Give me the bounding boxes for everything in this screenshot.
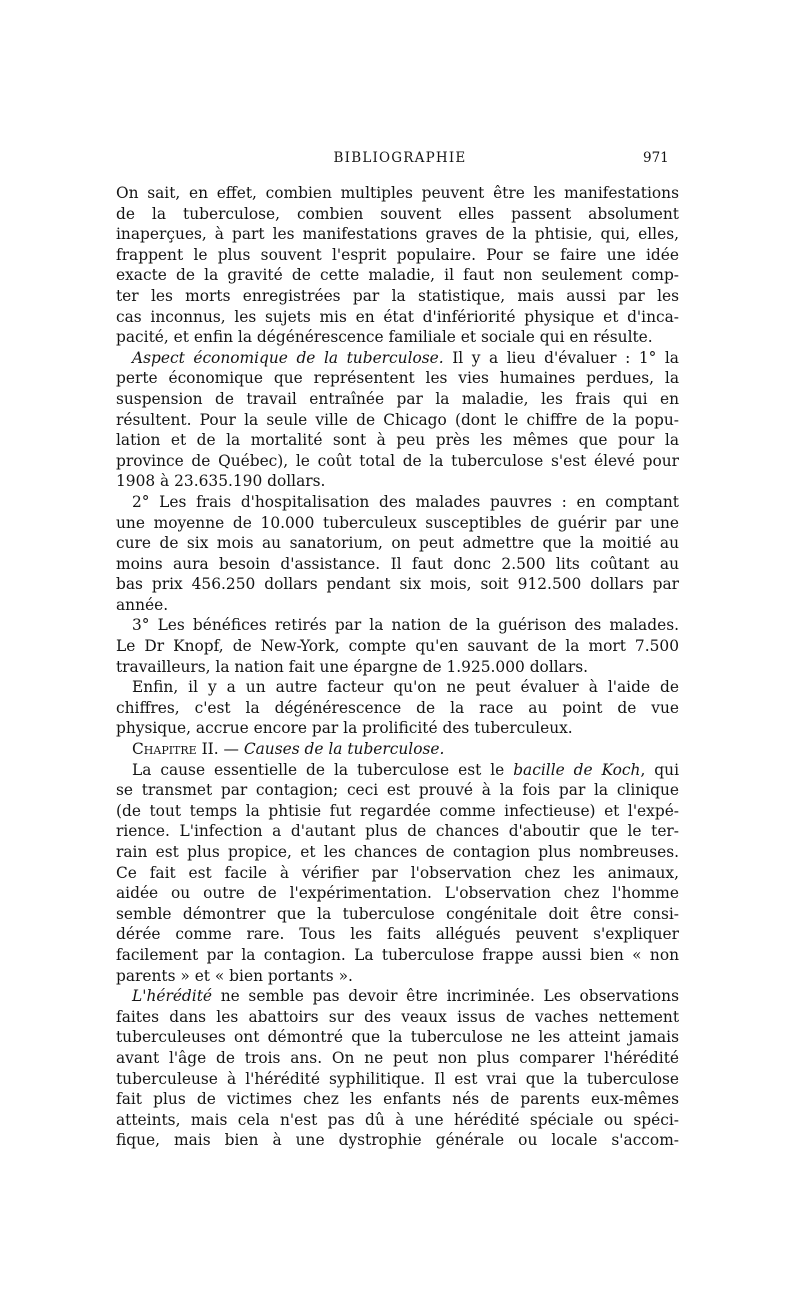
text-line — [116, 595, 679, 616]
text-line — [116, 533, 679, 554]
text-line — [116, 307, 679, 328]
text-line — [116, 245, 679, 266]
text-line — [116, 718, 679, 739]
text-line — [116, 760, 679, 781]
text-run: Le Dr Knopf, de New-York, compte qu'en sauvant de la mort 7.500 — [116, 637, 679, 656]
text-line — [116, 1069, 679, 1090]
text-line — [116, 554, 679, 575]
text-line — [116, 513, 679, 534]
text-run: Chapitre II. — [132, 740, 219, 759]
text-run: rain est plus propice, et les chances de contagion plus nombreuses. — [116, 843, 679, 861]
body-text — [116, 183, 679, 1151]
text-run: physique, accrue encore par la prolificité des tuberculeux. — [116, 719, 573, 738]
text-line — [116, 863, 679, 884]
text-line — [116, 780, 679, 801]
text-run: cas inconnus, les sujets mis en état d'infériorité physique et d'inca- — [116, 307, 679, 326]
text-run: fique, mais bien à une dystrophie générale ou locale s'accom- — [116, 1131, 679, 1150]
text-line — [116, 945, 679, 966]
text-run: inaperçues, à part les manifestations graves de la phtisie, qui, elles, — [116, 225, 679, 244]
text-run: L'hérédité — [132, 987, 213, 1006]
text-run: pacité, et enfin la dégénérescence familiale et sociale qui en résulte. — [116, 328, 653, 347]
text-run: aidée ou outre de l'expérimentation. L'observation chez l'homme — [116, 884, 679, 903]
text-line — [116, 924, 679, 945]
text-run: parents » et « bien portants ». — [116, 966, 353, 985]
text-line — [116, 801, 679, 822]
text-run: année. — [116, 595, 169, 614]
text-run: Enfin, il y a un autre facteur qu'on ne peut évaluer à l'aide de — [132, 678, 679, 697]
text-line — [116, 615, 679, 636]
running-title: BIBLIOGRAPHIE — [333, 150, 467, 166]
text-run: tuberculeuses ont démontré que la tuberculose ne les atteint jamais — [116, 1028, 679, 1047]
text-run: 1908 à 23.635.190 dollars. — [116, 472, 326, 491]
text-run: moins aura besoin d'assistance. Il faut donc 2.500 lits coûtant au — [116, 554, 679, 573]
text-line — [116, 410, 679, 431]
text-line — [116, 183, 679, 204]
text-run: semble démontrer que la tuberculose congénitale doit être consi- — [116, 904, 679, 923]
text-line — [116, 574, 679, 595]
text-run: Ce fait est facile à vérifier par l'observation chez les animaux, — [116, 863, 679, 882]
text-run: La cause essentielle de la tuberculose est le — [132, 760, 514, 779]
text-run: travailleurs, la nation fait une épargne de 1.925.000 dollars. — [116, 657, 588, 676]
text-run: (de tout temps la phtisie fut regardée comme infectieuse) et l'expé- — [116, 801, 679, 820]
text-run: atteints, mais cela n'est pas dû à une hérédité spéciale ou spéci- — [116, 1110, 679, 1129]
text-run: ne semble pas devoir être incriminée. Les observations — [212, 987, 679, 1006]
text-run: résultent. Pour la seule ville de Chicago (dont le chiffre de la popu- — [116, 410, 679, 429]
text-line — [116, 471, 679, 492]
text-run: , qui — [640, 760, 679, 779]
text-line — [116, 348, 679, 369]
text-line — [116, 389, 679, 410]
text-line — [116, 451, 679, 472]
text-line — [116, 1007, 679, 1028]
text-line — [116, 492, 679, 513]
page-number: 971 — [643, 150, 669, 166]
text-line — [116, 904, 679, 925]
text-run: suspension de travail entraînée par la maladie, les frais qui en — [116, 389, 679, 408]
text-line — [116, 430, 679, 451]
text-line — [116, 224, 679, 245]
text-line — [116, 1048, 679, 1069]
text-run: dérée comme rare. Tous les faits allégués peuvent s'expliquer — [116, 925, 679, 944]
text-run: bacille de Koch — [513, 760, 641, 779]
text-run: 2° Les frais d'hospitalisation des malades pauvres : en comptant — [132, 492, 679, 511]
text-run: bas prix 456.250 dollars pendant six mois, soit 912.500 dollars par — [116, 575, 679, 594]
text-run: une moyenne de 10.000 tuberculeux susceptibles de guérir par une — [116, 513, 679, 532]
text-line — [116, 368, 679, 389]
text-run: 3° Les bénéfices retirés par la nation de la guérison des malades. — [132, 616, 679, 635]
text-line — [116, 204, 679, 225]
text-run: perte économique que représentent les vies humaines perdues, la — [116, 369, 679, 388]
text-run: avant l'âge de trois ans. On ne peut non plus comparer l'hérédité — [116, 1048, 679, 1067]
text-run: Causes de la tuberculose. — [243, 740, 445, 759]
text-line — [116, 636, 679, 657]
text-run: Aspect économique de la tuberculose. — [132, 348, 444, 367]
text-line — [116, 1027, 679, 1048]
text-run: cure de six mois au sanatorium, on peut admettre que la moitié au — [116, 534, 679, 553]
text-run: exacte de la gravité de cette maladie, il faut non seulement comp- — [116, 266, 679, 285]
text-run: chiffres, c'est la dégénérescence de la race au point de vue — [116, 698, 679, 717]
text-line — [116, 739, 679, 760]
text-line — [116, 883, 679, 904]
text-line — [116, 1110, 679, 1131]
text-run: ter les morts enregistrées par la statistique, mais aussi par les — [116, 286, 679, 305]
text-line — [116, 842, 679, 863]
text-line — [116, 657, 679, 678]
text-run: frappent le plus souvent l'esprit populaire. Pour se faire une idée — [116, 245, 679, 264]
text-line — [116, 966, 679, 987]
text-run: Il y a lieu d'évaluer : 1° la — [452, 348, 679, 367]
text-run: province de Québec), le coût total de la tuberculose s'est élevé pour — [116, 451, 679, 470]
text-run: tuberculeuse à l'hérédité syphilitique. Il est vrai que la tuberculose — [116, 1069, 679, 1088]
text-run: — — [218, 740, 244, 759]
text-run: lation et de la mortalité sont à peu près les mêmes que pour la — [116, 431, 679, 450]
text-run: se transmet par contagion; ceci est prouvé à la fois par la clinique — [116, 781, 679, 800]
text-run: fait plus de victimes chez les enfants nés de parents eux-mêmes — [116, 1090, 679, 1109]
text-run: On sait, en effet, combien multiples peuvent être les manifestations — [116, 184, 679, 202]
text-line — [116, 265, 679, 286]
text-run: faites dans les abattoirs sur des veaux issus de vaches nettement — [116, 1007, 679, 1026]
text-line — [116, 1130, 679, 1151]
text-line — [116, 677, 679, 698]
text-run: rience. L'infection a d'autant plus de chances d'aboutir que le ter- — [116, 822, 679, 841]
text-line — [116, 286, 679, 307]
text-line — [116, 986, 679, 1007]
text-run: de la tuberculose, combien souvent elles passent absolument — [116, 204, 679, 223]
text-line — [116, 698, 679, 719]
text-line — [116, 821, 679, 842]
text-line — [116, 1089, 679, 1110]
text-line — [116, 327, 679, 348]
text-run: facilement par la contagion. La tuberculose frappe aussi bien « non — [116, 945, 679, 964]
